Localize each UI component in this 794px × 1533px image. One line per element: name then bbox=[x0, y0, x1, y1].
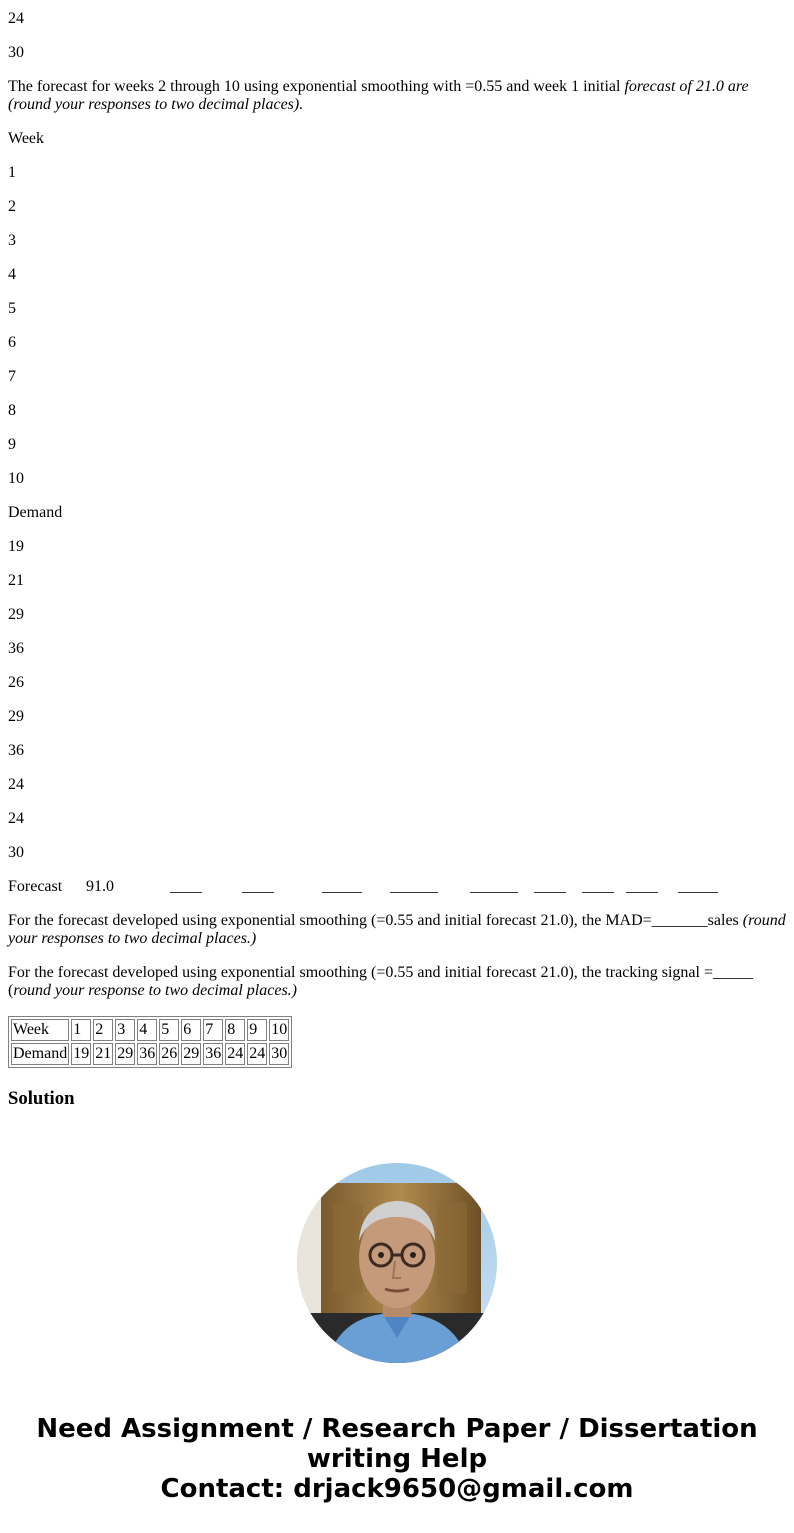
table-cell: 24 bbox=[225, 1043, 245, 1065]
contact-email: Contact: drjack9650@gmail.com bbox=[160, 1474, 634, 1504]
forecast-first-value: 91.0 bbox=[86, 878, 114, 895]
table-cell: 8 bbox=[225, 1019, 245, 1041]
intro-paragraph: The forecast for weeks 2 through 10 using exponential smoothing with =0.55 and week 1 initial forecast of 21.0 are (round your responses to two decimal places). bbox=[8, 78, 749, 113]
table-cell: 10 bbox=[269, 1019, 289, 1041]
week-value: 1 bbox=[8, 164, 16, 181]
forecast-blank: ______ bbox=[470, 878, 518, 895]
forecast-blank: ____ bbox=[534, 878, 566, 895]
forecast-blank: ____ bbox=[626, 878, 658, 895]
table-cell: 19 bbox=[71, 1043, 91, 1065]
table-cell: 7 bbox=[203, 1019, 223, 1041]
value-line: 24 bbox=[8, 10, 24, 27]
table-cell: 5 bbox=[159, 1019, 179, 1041]
table-row bbox=[11, 1043, 289, 1065]
demand-value: 29 bbox=[8, 708, 24, 725]
document-body bbox=[0, 10, 794, 1110]
week-value: 7 bbox=[8, 368, 16, 385]
table-cell: 1 bbox=[71, 1019, 91, 1041]
table-cell: 29 bbox=[181, 1043, 201, 1065]
week-value: 9 bbox=[8, 436, 16, 453]
table-cell: 36 bbox=[137, 1043, 157, 1065]
banner-line: writing Help bbox=[306, 1444, 488, 1474]
week-value: 5 bbox=[8, 300, 16, 317]
table-cell: 36 bbox=[203, 1043, 223, 1065]
demand-label: Demand bbox=[8, 504, 63, 521]
table-cell: 24 bbox=[247, 1043, 267, 1065]
tracking-signal-question: For the forecast developed using exponential smoothing (=0.55 and initial forecast 21.0), the tracking signal =_____ (round your response to two decimal places.) bbox=[8, 964, 753, 999]
table-row bbox=[11, 1019, 289, 1041]
forecast-blank: ____ bbox=[170, 878, 202, 895]
demand-table bbox=[8, 1016, 292, 1068]
contact-banner bbox=[0, 1414, 794, 1504]
week-value: 8 bbox=[8, 402, 16, 419]
demand-value: 19 bbox=[8, 538, 24, 555]
demand-value: 30 bbox=[8, 844, 24, 861]
banner-line: Need Assignment / Research Paper / Dissertation bbox=[36, 1414, 758, 1444]
demand-value: 29 bbox=[8, 606, 24, 623]
author-photo bbox=[297, 1163, 497, 1363]
demand-value: 36 bbox=[8, 640, 24, 657]
table-cell: 3 bbox=[115, 1019, 135, 1041]
forecast-blank: _____ bbox=[678, 878, 718, 895]
forecast-blank: ____ bbox=[242, 878, 274, 895]
mad-question: For the forecast developed using exponential smoothing (=0.55 and initial forecast 21.0), the MAD=_______sales (round your responses to two decimal places.) bbox=[8, 912, 786, 947]
table-cell: 26 bbox=[159, 1043, 179, 1065]
forecast-label: Forecast bbox=[8, 878, 63, 895]
table-cell: 6 bbox=[181, 1019, 201, 1041]
author-avatar bbox=[297, 1163, 497, 1363]
forecast-blank: _____ bbox=[322, 878, 362, 895]
forecast-blank: ____ bbox=[582, 878, 614, 895]
week-value: 6 bbox=[8, 334, 16, 351]
value-line: 30 bbox=[8, 44, 24, 61]
table-cell: 30 bbox=[269, 1043, 289, 1065]
week-value: 3 bbox=[8, 232, 16, 249]
forecast-blank: ______ bbox=[390, 878, 438, 895]
table-cell: 29 bbox=[115, 1043, 135, 1065]
demand-value: 36 bbox=[8, 742, 24, 759]
week-value: 2 bbox=[8, 198, 16, 215]
table-cell: 9 bbox=[247, 1019, 267, 1041]
week-label: Week bbox=[8, 130, 45, 147]
table-header-cell: Week bbox=[11, 1019, 69, 1041]
solution-heading: Solution bbox=[8, 1088, 75, 1109]
demand-value: 24 bbox=[8, 776, 24, 793]
forecast-row bbox=[8, 878, 786, 896]
demand-value: 21 bbox=[8, 572, 24, 589]
demand-value: 24 bbox=[8, 810, 24, 827]
table-header-cell: Demand bbox=[11, 1043, 69, 1065]
table-cell: 4 bbox=[137, 1019, 157, 1041]
table-cell: 2 bbox=[93, 1019, 113, 1041]
demand-value: 26 bbox=[8, 674, 24, 691]
week-value: 4 bbox=[8, 266, 16, 283]
week-value: 10 bbox=[8, 470, 24, 487]
table-cell: 21 bbox=[93, 1043, 113, 1065]
